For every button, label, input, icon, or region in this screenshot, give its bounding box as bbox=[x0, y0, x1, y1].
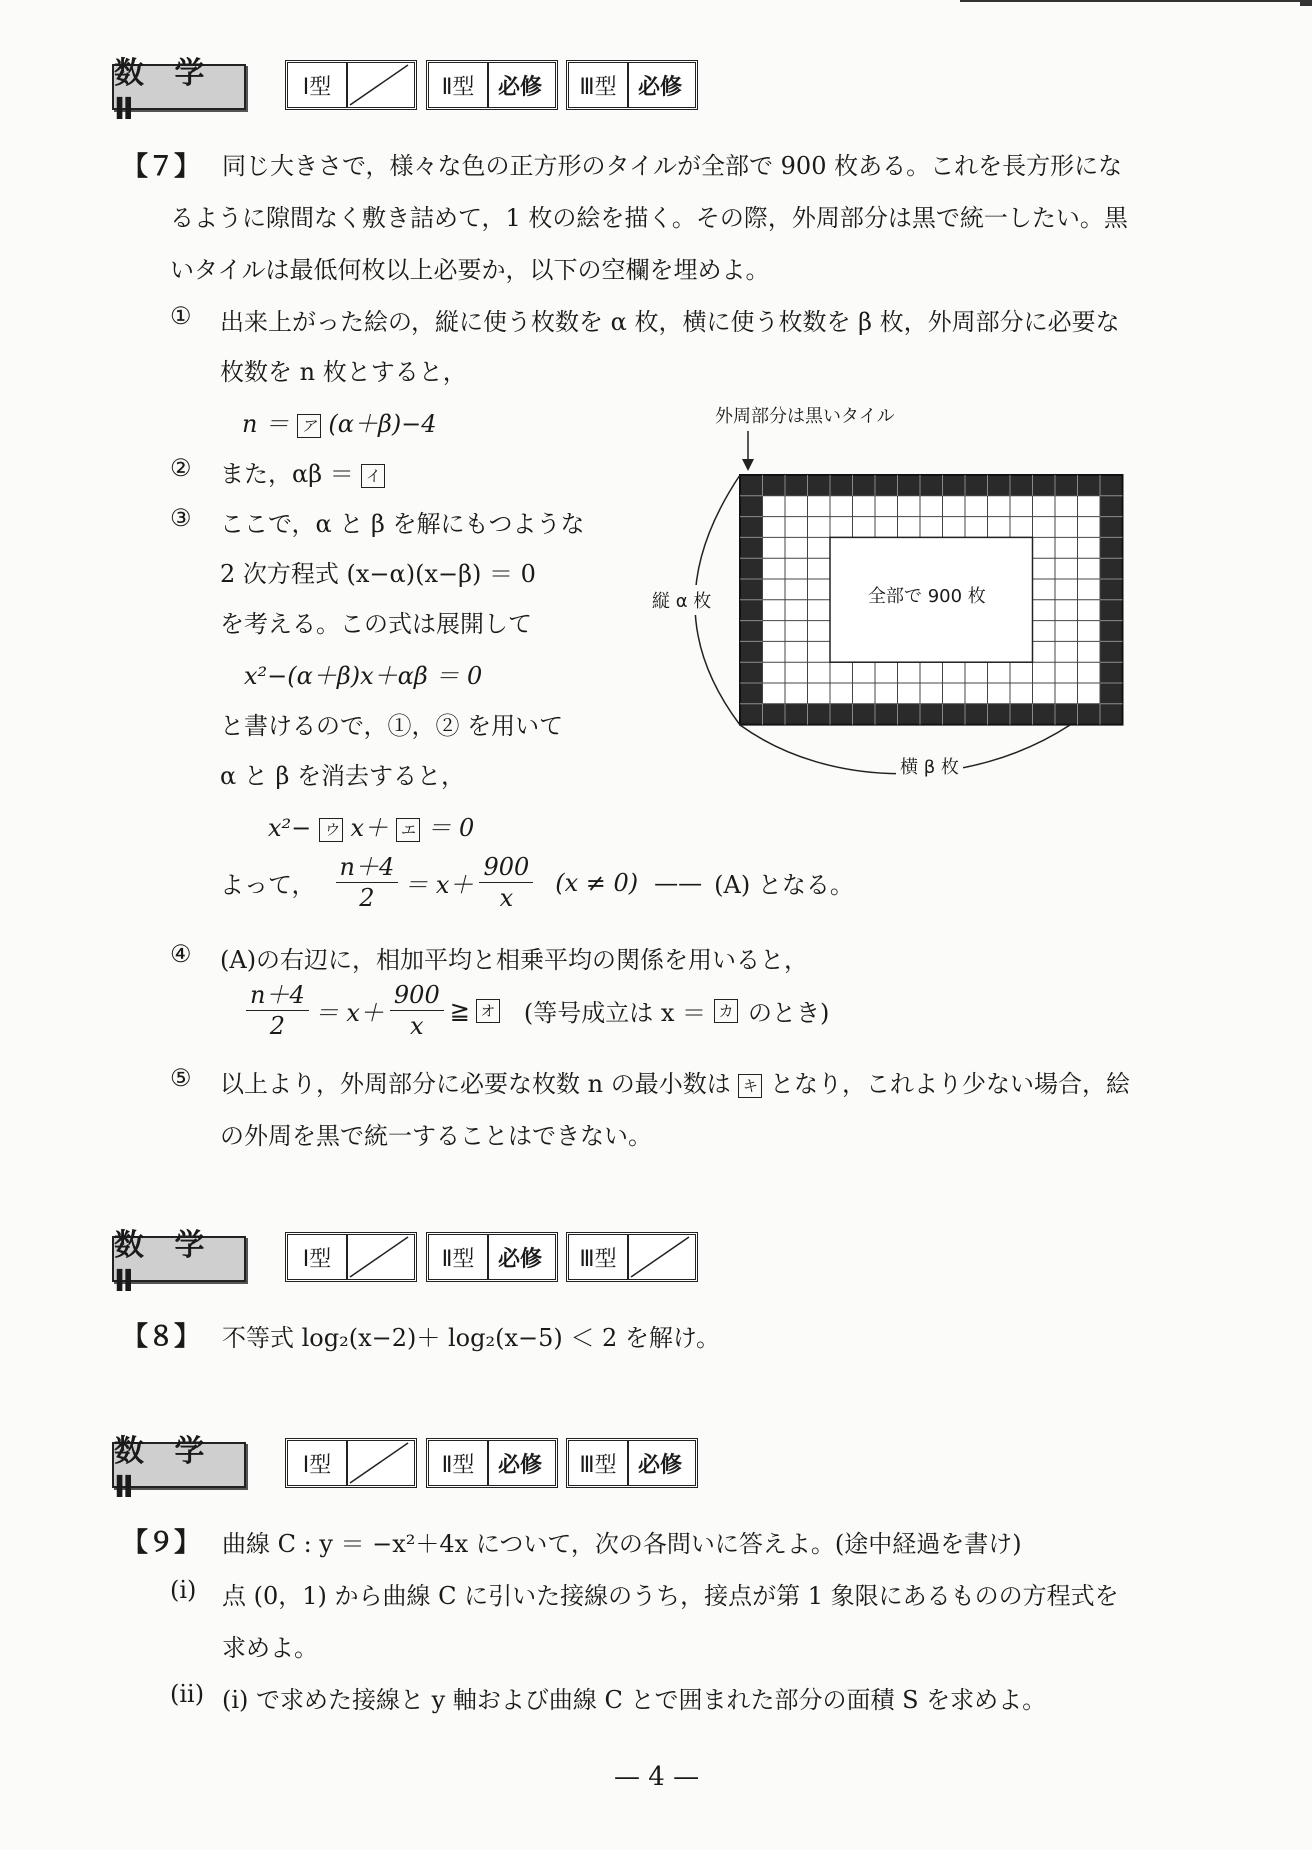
step5-line2: の外周を黒で統一することはできない。 bbox=[220, 1122, 652, 1150]
q7-line1: 同じ大きさで，様々な色の正方形のタイルが全部で 900 枚ある。これを長方形にな bbox=[222, 152, 1123, 180]
type2-label: Ⅱ型 bbox=[429, 1441, 489, 1485]
type1-label: Ⅰ型 bbox=[288, 63, 348, 107]
frac3-numerator: n＋4 bbox=[246, 980, 309, 1011]
type2-box bbox=[426, 1232, 558, 1282]
q7-number: 【７】 bbox=[122, 152, 201, 182]
equation-a bbox=[220, 852, 854, 913]
q9-text: 曲線 C : y ＝ −x²＋4x について，次の各問いに答えよ。(途中経過を書け) bbox=[222, 1530, 1022, 1558]
step4-text: (A)の右辺に，相加平均と相乗平均の関係を用いると， bbox=[220, 946, 809, 974]
page-number: — 4 — bbox=[614, 1762, 700, 1792]
eq-mid-b: ＝ x＋ bbox=[314, 999, 384, 1027]
quad-part-a: x²− bbox=[268, 814, 312, 842]
step1-line1: 出来上がった絵の，縦に使う枚数を α 枚，横に使う枚数を β 枚，外周部分に必要な bbox=[220, 308, 1120, 336]
type3-label: Ⅲ型 bbox=[569, 1441, 629, 1485]
type2-box bbox=[426, 1438, 558, 1488]
top-corner-mark bbox=[1300, 0, 1312, 6]
slash-mark bbox=[629, 1235, 691, 1279]
tile-figure bbox=[640, 425, 1140, 795]
quad-part-b: x＋ bbox=[350, 814, 389, 842]
q9-i-line1: 点 (0，1) から曲線 C に引いた接線のうち，接点が第 1 象限にあるものの方程式を bbox=[222, 1582, 1119, 1610]
figure-center-label: 全部で 900 枚 bbox=[864, 582, 990, 608]
q8-number: 【８】 bbox=[122, 1322, 201, 1352]
step5-mark: ⑤ bbox=[170, 1064, 192, 1092]
blank-e: エ bbox=[396, 818, 420, 842]
type1-box bbox=[285, 1232, 417, 1282]
fraction-n4-over-2 bbox=[336, 852, 399, 913]
frac2-numerator: 900 bbox=[479, 852, 533, 883]
type3-box bbox=[566, 1232, 698, 1282]
type2-required: 必修 bbox=[497, 74, 542, 100]
step5-text-a: 以上より，外周部分に必要な枚数 n の最小数は bbox=[220, 1070, 731, 1098]
step3-line4: x²−(α＋β)x＋αβ ＝ 0 bbox=[244, 662, 483, 690]
tag-a-text: (A) となる。 bbox=[714, 871, 854, 899]
type3-required: 必修 bbox=[637, 1452, 682, 1478]
type2-required: 必修 bbox=[497, 1452, 542, 1478]
subject-label: 数 学 Ⅱ bbox=[112, 64, 246, 110]
step2-text bbox=[220, 454, 385, 489]
step2-equation: また，αβ ＝ bbox=[220, 460, 354, 488]
em-dash: —— bbox=[654, 868, 703, 897]
step3-mark: ③ bbox=[170, 504, 192, 532]
type2-box bbox=[426, 60, 558, 110]
type3-box bbox=[566, 1438, 698, 1488]
step1-line2: 枚数を n 枚とすると， bbox=[220, 358, 467, 386]
figure-width-label: 横 β 枚 bbox=[896, 753, 963, 779]
step3-line6: α と β を消去すると， bbox=[220, 762, 465, 790]
blank-a: ア bbox=[297, 414, 321, 438]
q9-i-mark: (i) bbox=[170, 1576, 197, 1604]
top-rule bbox=[960, 0, 1312, 2]
blank-ki: キ bbox=[738, 1074, 762, 1098]
step3-line3: を考える。この式は展開して bbox=[220, 610, 532, 638]
step1-equation bbox=[242, 404, 437, 439]
eq-n-equals: n ＝ bbox=[242, 410, 290, 438]
condition-x-nonzero: (x ≠ 0) bbox=[555, 868, 639, 897]
eq-mid: ＝ x＋ bbox=[404, 871, 474, 899]
step2-mark: ② bbox=[170, 454, 192, 482]
q9-ii-mark: (ii) bbox=[170, 1680, 205, 1708]
type1-label: Ⅰ型 bbox=[288, 1235, 348, 1279]
step3-line1: ここで，α と β を解にもつような bbox=[220, 510, 585, 538]
q9-i-line2: 求めよ。 bbox=[222, 1634, 318, 1662]
yotte-text: よって， bbox=[220, 871, 316, 899]
geq-sign: ≧ bbox=[449, 996, 470, 1025]
fraction-900-over-x-b bbox=[390, 980, 444, 1041]
type1-box bbox=[285, 60, 417, 110]
blank-i: イ bbox=[361, 464, 385, 488]
frac-denominator: 2 bbox=[359, 884, 375, 912]
q7-line3: いタイルは最低何枚以上必要か，以下の空欄を埋めよ。 bbox=[170, 256, 770, 284]
step3-quadratic bbox=[268, 808, 474, 843]
subject-label: 数 学 Ⅱ bbox=[112, 1236, 246, 1282]
type2-required: 必修 bbox=[497, 1246, 542, 1272]
frac2-denominator: x bbox=[499, 884, 514, 912]
type3-box bbox=[566, 60, 698, 110]
slash-mark bbox=[348, 1235, 410, 1279]
subject-label: 数 学 Ⅱ bbox=[112, 1442, 246, 1488]
slash-mark bbox=[348, 1441, 410, 1485]
blank-o: オ bbox=[476, 999, 500, 1023]
q9-number: 【９】 bbox=[122, 1528, 201, 1558]
q7-line2: るように隙間なく敷き詰めて，1 枚の絵を描く。その際，外周部分は黒で統一したい。黒 bbox=[170, 204, 1128, 232]
frac-numerator: n＋4 bbox=[336, 852, 399, 883]
type1-box bbox=[285, 1438, 417, 1488]
frac3-denominator: 2 bbox=[269, 1012, 285, 1040]
step3-line2: 2 次方程式 (x−α)(x−β) ＝ 0 bbox=[220, 560, 536, 588]
type3-required: 必修 bbox=[637, 74, 682, 100]
step5-line1 bbox=[220, 1064, 1130, 1099]
type1-label: Ⅰ型 bbox=[288, 1441, 348, 1485]
fraction-n4-over-2-b bbox=[246, 980, 309, 1041]
step5-text-b: となり，これより少ない場合，絵 bbox=[770, 1070, 1130, 1098]
step1-mark: ① bbox=[170, 302, 192, 330]
frac4-denominator: x bbox=[410, 1012, 424, 1040]
q8-text: 不等式 log₂(x−2)＋ log₂(x−5) ＜ 2 を解け。 bbox=[222, 1324, 720, 1352]
type2-label: Ⅱ型 bbox=[429, 63, 489, 107]
inequality-amgm bbox=[240, 980, 829, 1041]
type3-label: Ⅲ型 bbox=[569, 1235, 629, 1279]
step3-line5: と書けるので，①，② を用いて bbox=[220, 712, 564, 740]
figure-height-label: 縦 α 枚 bbox=[650, 585, 713, 615]
equality-cond-b: のとき) bbox=[747, 999, 830, 1027]
fraction-900-over-x bbox=[479, 852, 533, 913]
blank-u: ウ bbox=[319, 818, 343, 842]
figure-top-label: 外周部分は黒いタイル bbox=[715, 406, 895, 427]
frac4-numerator: 900 bbox=[390, 980, 444, 1011]
type2-label: Ⅱ型 bbox=[429, 1235, 489, 1279]
blank-ka: カ bbox=[714, 999, 738, 1023]
eq-alpha-beta: (α＋β)−4 bbox=[328, 410, 437, 438]
arrow-head bbox=[742, 459, 754, 471]
type3-label: Ⅲ型 bbox=[569, 63, 629, 107]
equality-cond-a: (等号成立は x ＝ bbox=[523, 999, 706, 1027]
slash-mark bbox=[348, 63, 410, 107]
step4-mark: ④ bbox=[170, 940, 192, 968]
q9-ii-text: (i) で求めた接線と y 軸および曲線 C とで囲まれた部分の面積 S を求めよ。 bbox=[222, 1686, 1047, 1714]
quad-part-c: ＝ 0 bbox=[427, 814, 475, 842]
